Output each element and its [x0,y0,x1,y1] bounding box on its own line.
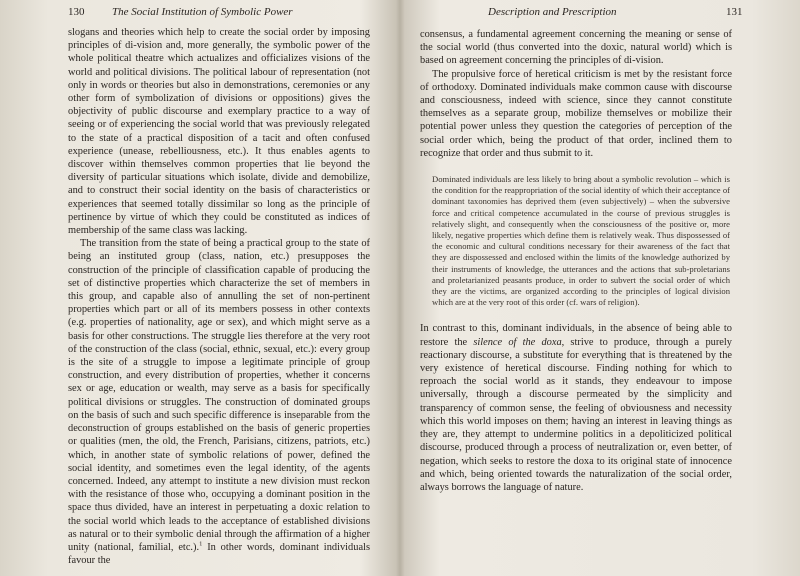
right-paragraph-3-start: In contrast to this, dominant individuals, in the absence of being able to restore the [420,323,732,348]
right-paragraph-3 [420,322,732,494]
block-quote: Dominated individuals are less likely to bring about a symbolic revolution – which is the condition for the reappropriation of the social identity of which their acceptance of dominant taxonomies has deprived them (even subjectively) – when the subversive force and critical competence accumulated in the course of previous struggles is relatively slight, and consequently when the consciousness of the positive or, more likely, negative properties which define them is relatively weak. Thus dispossessed of the economic and cultural conditions necessary for their awareness of the fact that they are dispossessed and enclosed within the limits of the knowledge authorized by their instruments of knowledge, the utterances and the actions that sub-proletarians and proletarianized peasants produce, in order to subvert the social order of which they are the victims, are organized according to the principles of logical division which are at the very root of this order (cf. wars of religion). [432,174,730,308]
left-paragraph-1: slogans and theories which help to create the social order by imposing principles of di-vision and, more generally, the symbolic power of the whole political theatre which actualizes and officializes visions of the world and political divisions. The political labour of representation (not only in words or theories but also in demonstrations, ceremonies or any other form of symbolization of divisions or oppositions) gives the objectivity of public discourse and exemplary practice to a way of seeing or of experiencing the social world that was previously relegated to the state of a practical disposition of a tacit and often confused experience (unease, rebelliousness, etc.). It thus enables agents to discover within themselves common properties that lie beyond the diversity of particular situations which isolate, divide and demobilize, and to construct their social identity on the basis of characteristics or experiences that seemed totally dissimilar so long as the principle of pertinence by virtue of which they could be constituted as indices of membership of the same class was lacking. [68,27,370,237]
right-paragraph-3-rest: , strive to produce, through a purely reactionary discourse, a substitute for everything that is threatened by the very existence of heretical discourse. Finding nothing for which to reproach the social world as it stands, they endeavour to impose universally, through a discourse permeated by the simplicity and transparency of common sense, the feeling of obviousness and necessity which this world imposes on them; having an interest in leaving things as they are, they attempt to undermine politics in a depoliticized political discourse, produced through a process of neutralization or, even better, of negation, which seeks to restore the doxa to its original state of innocence and which, being oriented towards the naturalization of the social order, always borrows the language of nature. [420,336,732,493]
right-paragraph-2: The propulsive force of heretical criticism is met by the resistant force of orthodoxy. Dominated individuals make common cause with discourse and consciousness, indeed with science, since they cannot constitute themselves as a separate group, mobilize themselves or mobilize their potential power unless they question the categories of perception of the social order which, being the product of that order, inclined them to recognize that order and thus submit to it. [420,68,732,159]
right-page [400,0,800,576]
right-paragraph-1: consensus, a fundamental agreement concerning the meaning or sense of the social world (thus converted into the doxic, natural world) which is based on agreement concerning the principles of di-vision. [420,29,732,67]
left-paragraph-2 [68,237,370,567]
doxa-emphasis: silence of the doxa [473,336,562,348]
left-paragraph-2-tail: In other words, dominant individuals favour the [68,541,370,567]
right-page-number: 131 [726,6,743,18]
footnote-marker: 1 [199,540,203,548]
right-running-head: Description and Prescription [488,6,617,18]
left-paragraph-2-text: The transition from the state of being a practical group to the state of being an instituted group (class, nation, etc.) presupposes the construction of the principle of classification capable of producing the set of distinctive properties which characterize the set of members in this group, and capable also of annulling the set of non-pertinent properties which part or all of its members possess in other contexts (e.g. properties of nationality, age or sex), and which might serve as a basis for other constructions. The struggle lies therefore at the very root of the construction of the class (social, ethnic, sexual, etc.): every group is the site of a struggle to impose a legitimate principle of group construction, and every distribution of properties, whether it concerns sex or age, education or wealth, may serve as a basis for specifically political divisions or struggles. The construction of dominated groups on the basis of such and such specific difference is inseparable from the deconstruction of groups established on the basis of generic properties or qualities (men, the old, the French, Parisians, citizens, patriots, etc.) which, in another state of symbolic relations of power, defined the social identity, and sometimes even the legal identity, of the agents concerned. Indeed, any attempt to institute a new division must reckon with the resistance of those who, occupying a dominant position in the space thus divided, have an interest in perpetuating a doxic relation to the social world which leads to the acceptance of established divisions as natural or to their symbolic denial through the affirmation of a higher unity (national, familial, etc.). [68,238,370,553]
right-page-body [420,28,732,494]
left-page-body [68,26,370,567]
left-running-head: The Social Institution of Symbolic Power [112,6,293,18]
left-page-number: 130 [68,6,85,18]
